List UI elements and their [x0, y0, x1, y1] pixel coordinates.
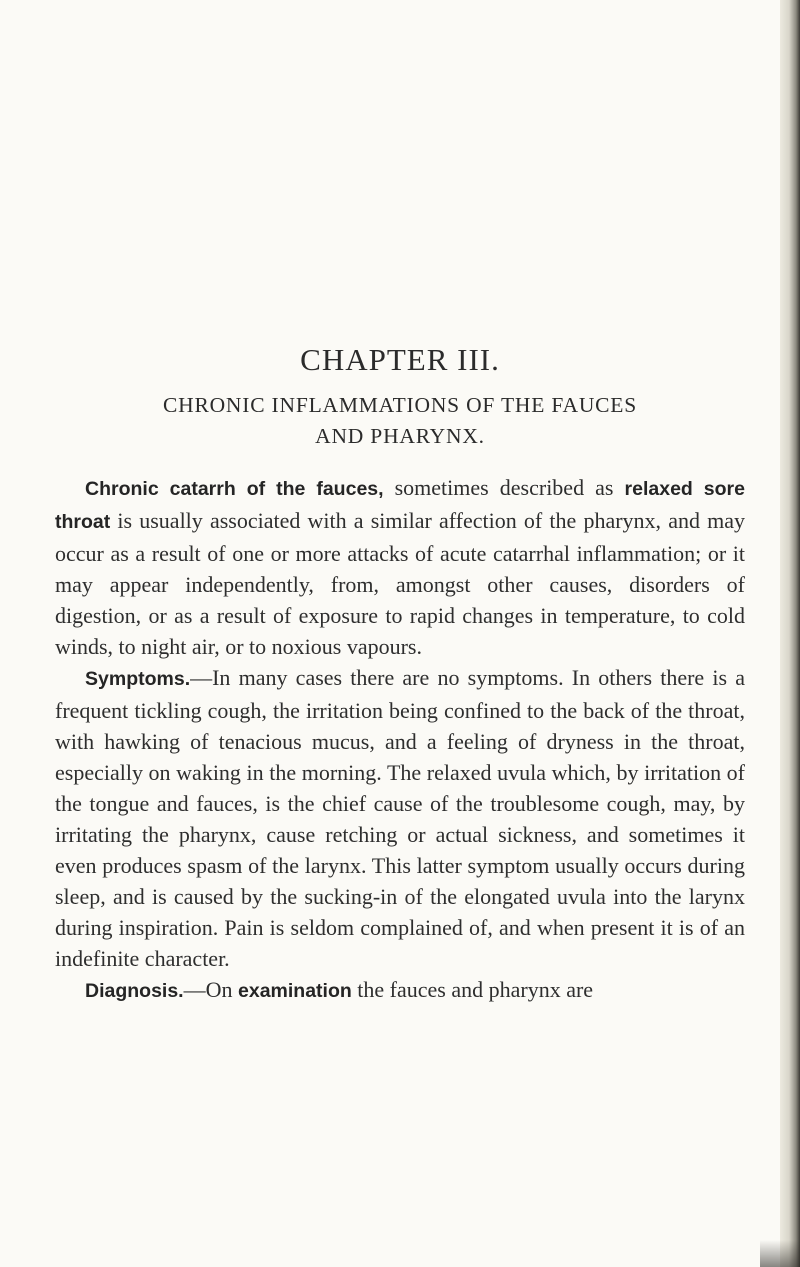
- body-text: [55, 472, 745, 1007]
- lead-term-diagnosis: Diagnosis.: [85, 980, 184, 1002]
- lead-term-chronic-catarrh: Chronic catarrh of the fauces,: [85, 478, 384, 500]
- page-corner-shadow: [760, 1240, 800, 1267]
- lead-term-symptoms: Symptoms.: [85, 668, 191, 690]
- paragraph-diagnosis: [55, 974, 745, 1007]
- paragraph-text: is usually associated with a similar affection of the pharynx, and may occur as a result of one or more attacks of acute catarrhal inflammation; or it may appear independently, from, amongst other causes, disorders of digestion, or as a result of exposure to rapid changes in temperature, to cold winds, to night air, or to noxious vapours.: [55, 508, 745, 659]
- chapter-heading: CHAPTER III.: [300, 342, 500, 377]
- page-edge-shadow: [780, 0, 800, 1267]
- paragraph-text: sometimes described as: [383, 475, 625, 500]
- chapter-title: [55, 390, 745, 452]
- paragraph-text: —In many cases there are no symptoms. In others there is a frequent tickling cough, the irritation being confined to the back of the throat, with hawking of tenacious mucus, and a feeling of dryness in the throat, especially on waking in the morning. The relaxed uvula which, by irritation of the tongue and fauces, is the chief cause of the troublesome cough, may, by irritating the pharynx, cause retching or actual sickness, and sometimes it even produces spasm of the larynx. This latter symptom usually occurs during sleep, and is caused by the sucking-in of the elongated uvula into the larynx during inspiration. Pain is seldom complained of, and when present it is of an indefinite character.: [55, 665, 745, 971]
- paragraph-chronic-catarrh: [55, 472, 745, 662]
- chapter-title-line-1: CHRONIC INFLAMMATIONS OF THE FAUCES: [163, 393, 637, 417]
- page-content: [55, 340, 745, 1007]
- paragraph-text: —On: [183, 977, 238, 1002]
- lead-term-relaxed-sore-throat: relaxed sore throat: [55, 478, 745, 533]
- paragraph-text: the fauces and pharynx are: [351, 977, 594, 1002]
- paragraph-symptoms: [55, 662, 745, 974]
- chapter-title-line-2: AND PHARYNX.: [315, 424, 485, 448]
- lead-term-examination: examination: [238, 980, 352, 1002]
